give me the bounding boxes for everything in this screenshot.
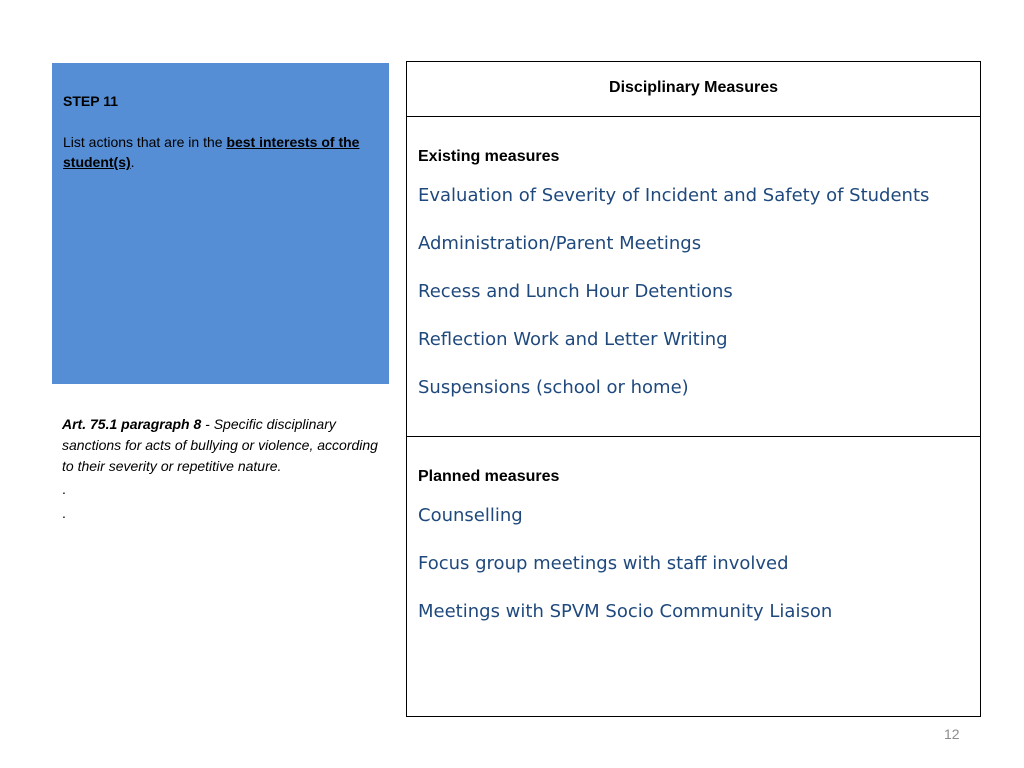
existing-measures-section (407, 117, 980, 437)
article-dot: . (62, 505, 66, 521)
article-text: - Specific disciplinary sanctions for acts of bullying or violence, according to their severity or repetitive nature. (62, 416, 378, 474)
planned-measure-item: Focus group meetings with staff involved (418, 553, 789, 574)
step-text-prefix: List actions that are in the (63, 134, 227, 150)
article-reference: Art. 75.1 paragraph 8 (62, 416, 202, 432)
planned-measure-item: Counselling (418, 505, 523, 526)
step-box (52, 63, 389, 384)
article-dot: . (62, 481, 66, 497)
step-instruction (63, 132, 377, 172)
planned-measure-item: Meetings with SPVM Socio Community Liaison (418, 601, 833, 622)
existing-measure-item: Administration/Parent Meetings (418, 233, 702, 254)
planned-measures-section (407, 437, 980, 646)
existing-measure-item: Reflection Work and Letter Writing (418, 329, 728, 350)
page-number: 12 (944, 726, 960, 742)
table-header: Disciplinary Measures (407, 62, 980, 117)
disciplinary-measures-table (406, 61, 981, 717)
step-text-suffix: . (130, 154, 135, 170)
planned-measures-title: Planned measures (418, 468, 560, 485)
existing-measure-item: Evaluation of Severity of Incident and Safety of Students (418, 185, 930, 206)
existing-measure-item: Recess and Lunch Hour Detentions (418, 281, 733, 302)
step-title: STEP 11 (63, 93, 119, 109)
step-text-emphasis: best interests of the student(s) (63, 134, 360, 170)
existing-measure-item: Suspensions (school or home) (418, 377, 689, 398)
article-note (62, 414, 380, 525)
existing-measures-title: Existing measures (418, 148, 560, 165)
